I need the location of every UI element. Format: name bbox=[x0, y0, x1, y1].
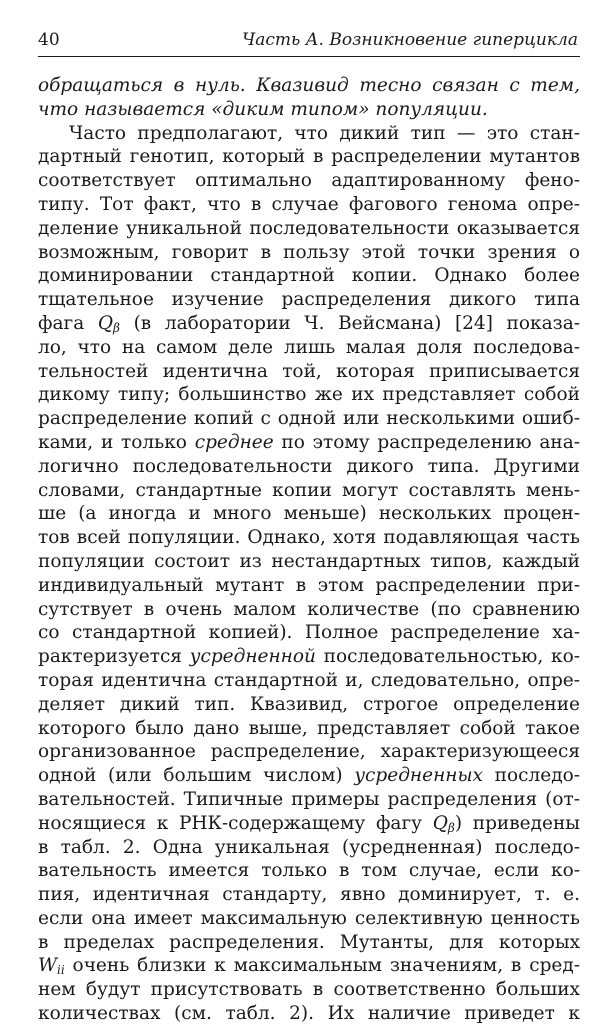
text-line: если она имеет максимальную селективную ценность bbox=[38, 907, 580, 929]
text-line: нем будут присутствовать в соответственно больших bbox=[38, 979, 580, 1001]
text-fragment: (в лаборатории Ч. Вейсмана) [24] показа- bbox=[119, 312, 580, 334]
text-line: торая идентична стандартной и, следовательно, опре- bbox=[38, 669, 580, 691]
text-line bbox=[38, 954, 580, 978]
emphasis-text: усредненной bbox=[189, 646, 316, 668]
text-line: тельностей идентична той, которая приписывается bbox=[38, 360, 580, 382]
text-fragment: ками, и только bbox=[38, 431, 195, 453]
text-line: словами, стандартные копии могут составлять мень- bbox=[38, 479, 580, 501]
text-line: организованное распределение, характеризующееся bbox=[38, 741, 580, 763]
header-rule bbox=[38, 56, 580, 57]
text-line: вательностей. Типичные примеры распределения (от- bbox=[38, 788, 580, 810]
symbol-main: W bbox=[38, 955, 58, 977]
text-line: вательность имеется только в том случае, если ко- bbox=[38, 860, 580, 882]
text-line bbox=[38, 812, 580, 836]
text-line: сутствует в очень малом количестве (по сравнению bbox=[38, 598, 580, 620]
text-line: ло, что на самом деле лишь малая доля последова- bbox=[38, 336, 580, 358]
q-beta-symbol bbox=[433, 813, 455, 834]
text-line: деляет дикий тип. Квазивид, строгое определение bbox=[38, 693, 580, 715]
text-line: дикому типу; большинство же их представляет собой bbox=[38, 384, 580, 406]
text-line: возможным, говорит в пользу этой точки зрения о bbox=[38, 241, 580, 263]
text-line bbox=[38, 431, 580, 455]
text-line: распределение копий с одной или несколькими ошиб- bbox=[38, 408, 580, 430]
text-line: популяции состоит из нестандартных типов, каждый bbox=[38, 550, 580, 572]
text-line: тов всей популяции. Однако, хотя подавляющая часть bbox=[38, 527, 580, 549]
w-ii-symbol bbox=[38, 955, 65, 976]
text-line: ше (а иногда и много меньше) нескольких процен- bbox=[38, 503, 580, 525]
text-line: индивидуальный мутант в этом распределении при- bbox=[38, 574, 580, 596]
body-text bbox=[38, 74, 580, 1026]
text-fragment: последо- bbox=[482, 765, 580, 787]
symbol-main: Q bbox=[432, 812, 448, 834]
text-line: которого было дано выше, представляет собой такое bbox=[38, 717, 580, 739]
text-line: дартный генотип, который в распределении мутантов bbox=[38, 146, 580, 168]
emphasis-text: усредненных bbox=[354, 765, 483, 787]
text-line: в табл. 2. Одна уникальная (усредненная) последо- bbox=[38, 836, 580, 858]
text-line: количествах (см. табл. 2). Их наличие приведет к bbox=[38, 1003, 580, 1025]
text-fragment: фага bbox=[38, 312, 98, 334]
page-header bbox=[38, 30, 580, 54]
text-fragment: по этому распределению ана- bbox=[273, 431, 580, 453]
text-line: соответствует оптимально адаптированному фено- bbox=[38, 170, 580, 192]
text-line: тщательное изучение распределения дикого типа bbox=[38, 289, 580, 311]
text-fragment: одной (или большим числом) bbox=[38, 765, 355, 787]
symbol-subscript: ii bbox=[57, 963, 65, 978]
symbol-subscript: β bbox=[113, 320, 120, 335]
text-fragment: рактеризуется bbox=[38, 646, 190, 668]
text-fragment: последовательностью, ко- bbox=[315, 646, 580, 668]
text-fragment: очень близки к максимальным значениям, в сред- bbox=[64, 955, 580, 977]
text-line bbox=[38, 645, 580, 669]
text-line: доминировании стандартной копии. Однако более bbox=[38, 265, 580, 287]
text-fragment: ) приведены bbox=[454, 812, 581, 834]
text-line: Часто предполагают, что дикий тип — это стан- bbox=[69, 122, 580, 144]
text-line: что называется «диким типом» популяции. bbox=[38, 98, 488, 120]
symbol-main: Q bbox=[97, 312, 114, 334]
q-beta-symbol bbox=[98, 313, 120, 334]
text-line: логично последовательности дикого типа. Другими bbox=[38, 455, 580, 477]
text-line: в пределах распределения. Мутанты, для которых bbox=[38, 931, 580, 953]
text-line: типу. Тот факт, что в случае фагового генома опре- bbox=[38, 193, 580, 215]
symbol-subscript: β bbox=[447, 820, 455, 835]
emphasis-text: среднее bbox=[194, 431, 274, 453]
text-line: со стандартной копией). Полное распределение ха- bbox=[38, 622, 580, 644]
text-fragment: носящиеся к РНК-содержащему фагу bbox=[38, 812, 433, 834]
text-line: пия, идентичная стандарту, явно доминирует, т. е. bbox=[38, 884, 580, 906]
text-line bbox=[38, 312, 580, 336]
text-line: деление уникальной последовательности оказывается bbox=[38, 217, 580, 239]
text-line: обращаться в нуль. Квазивид тесно связан с тем, bbox=[38, 75, 580, 96]
text-line bbox=[38, 764, 580, 788]
page-number: 40 bbox=[38, 30, 60, 50]
running-title: Часть А. Возникновение гиперцикла bbox=[242, 30, 578, 50]
